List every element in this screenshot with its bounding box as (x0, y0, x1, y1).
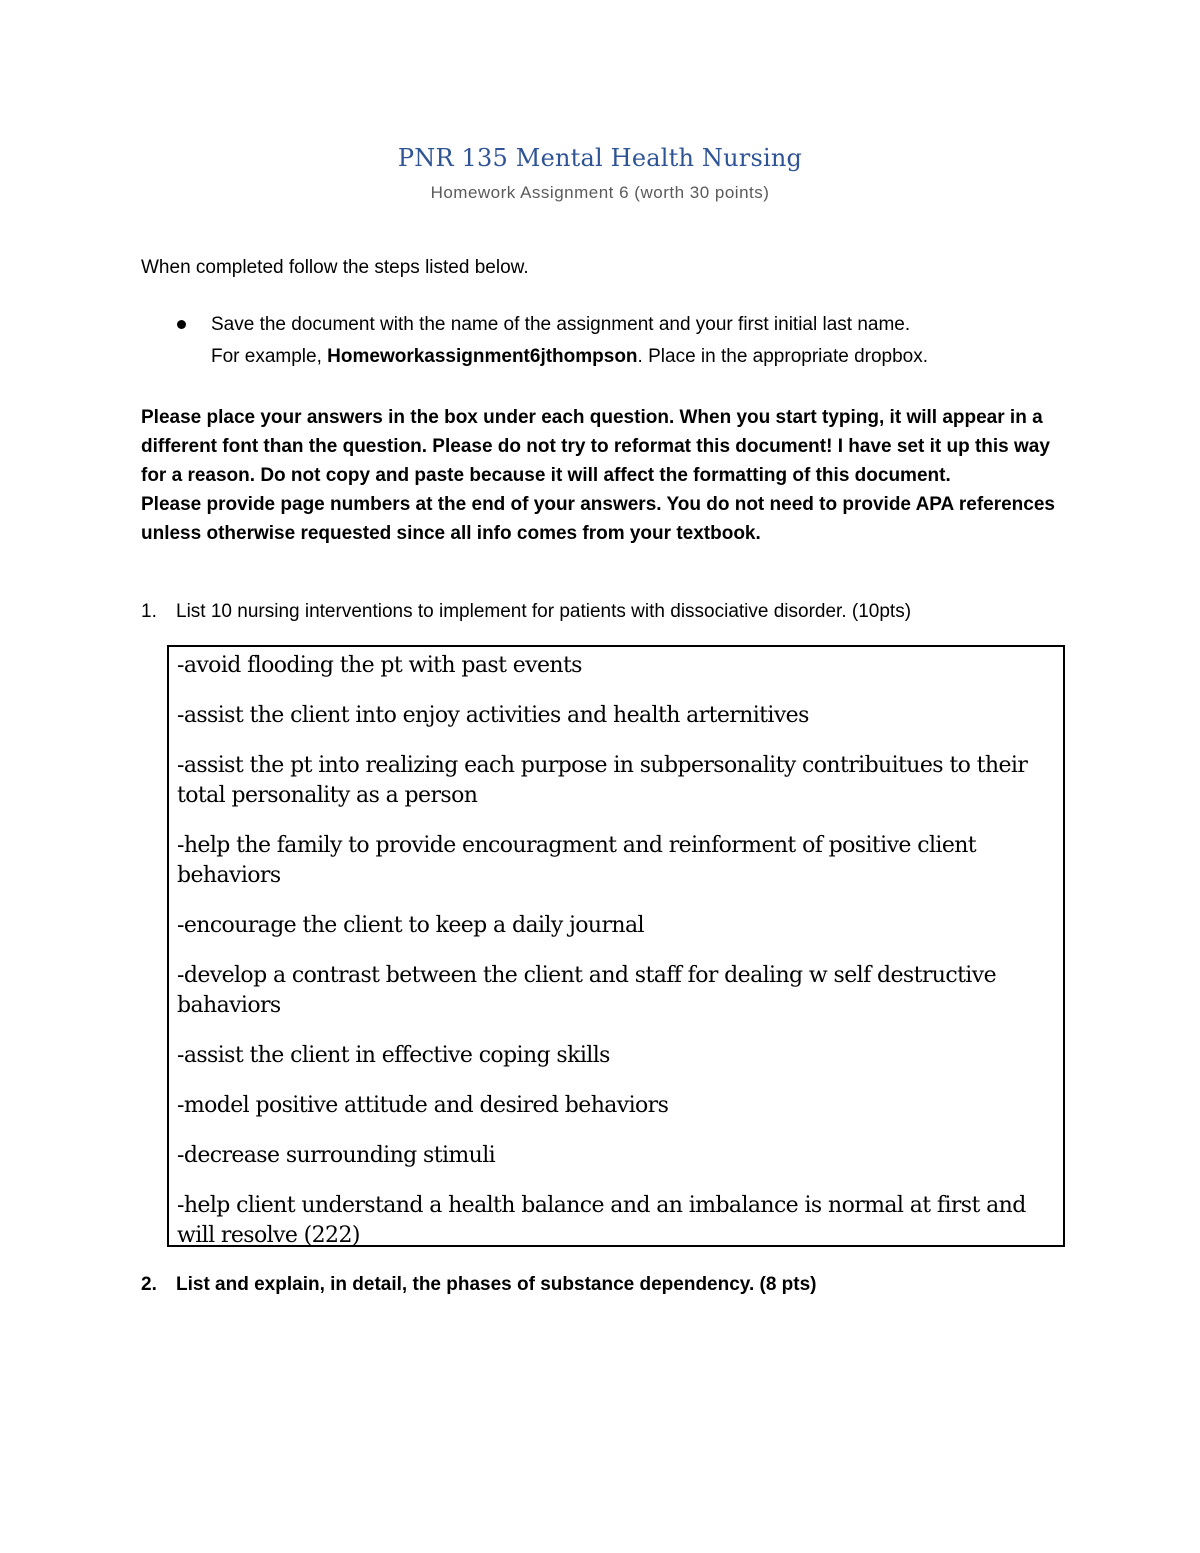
instructions-block (141, 403, 1071, 548)
answer-line: -help the family to provide encouragment and reinforment of positive client behaviors (177, 833, 977, 888)
bullet-dot-icon (177, 320, 186, 329)
answer-box-1[interactable] (167, 645, 1065, 1247)
answer-line: -encourage the client to keep a daily journal (177, 913, 644, 938)
question-1-number: 1. (141, 601, 157, 622)
answer-line: -avoid flooding the pt with past events (177, 653, 582, 678)
answer-line: -develop a contrast between the client and staff for dealing w self destructive bahaviors (177, 963, 996, 1018)
instructions-para-2: Please provide page numbers at the end of your answers. You do not need to provide APA references unless otherwise requested since all info comes from your textbook. (141, 494, 1055, 544)
answer-line: -model positive attitude and desired behaviors (177, 1093, 669, 1118)
bullet-line-1: Save the document with the name of the assignment and your first initial last name. (211, 314, 911, 335)
answer-line: -help client understand a health balance and an imbalance is normal at first and will resolve (222) (177, 1193, 1026, 1248)
bullet-line-2-suffix: . Place in the appropriate dropbox. (637, 346, 929, 367)
question-2-number: 2. (141, 1274, 157, 1295)
answer-line: -assist the pt into realizing each purpose in subpersonality contribuitues to their total personality as a person (177, 753, 1028, 808)
page-subtitle: Homework Assignment 6 (worth 30 points) (430, 183, 770, 202)
question-1-text: List 10 nursing interventions to implement for patients with dissociative disorder. (10pts) (176, 601, 912, 622)
answer-line: -decrease surrounding stimuli (177, 1143, 496, 1168)
answer-line: -assist the client in effective coping skills (177, 1043, 610, 1068)
question-1 (141, 598, 1101, 626)
bullet-item (172, 309, 1072, 373)
bullet-line-2-prefix: For example, (211, 346, 328, 367)
answer-line: -assist the client into enjoy activities and health arternitives (177, 703, 809, 728)
bullet-line-2 (211, 341, 1072, 373)
bullet-text (211, 309, 1072, 373)
instructions-para-1: Please place your answers in the box under each question. When you start typing, it will appear in a different font than the question. Please do not try to reformat this document! I have set it up this way for a reason. Do not copy and paste because it will affect the formatting of this document. (141, 407, 1050, 486)
page-title: PNR 135 Mental Health Nursing (397, 144, 803, 172)
question-2-text: List and explain, in detail, the phases of substance dependency. (8 pts) (176, 1274, 817, 1295)
bullet-example-filename: Homeworkassignment6jthompson (327, 346, 638, 367)
intro-text: When completed follow the steps listed below. (141, 257, 529, 278)
question-2 (141, 1271, 1101, 1299)
